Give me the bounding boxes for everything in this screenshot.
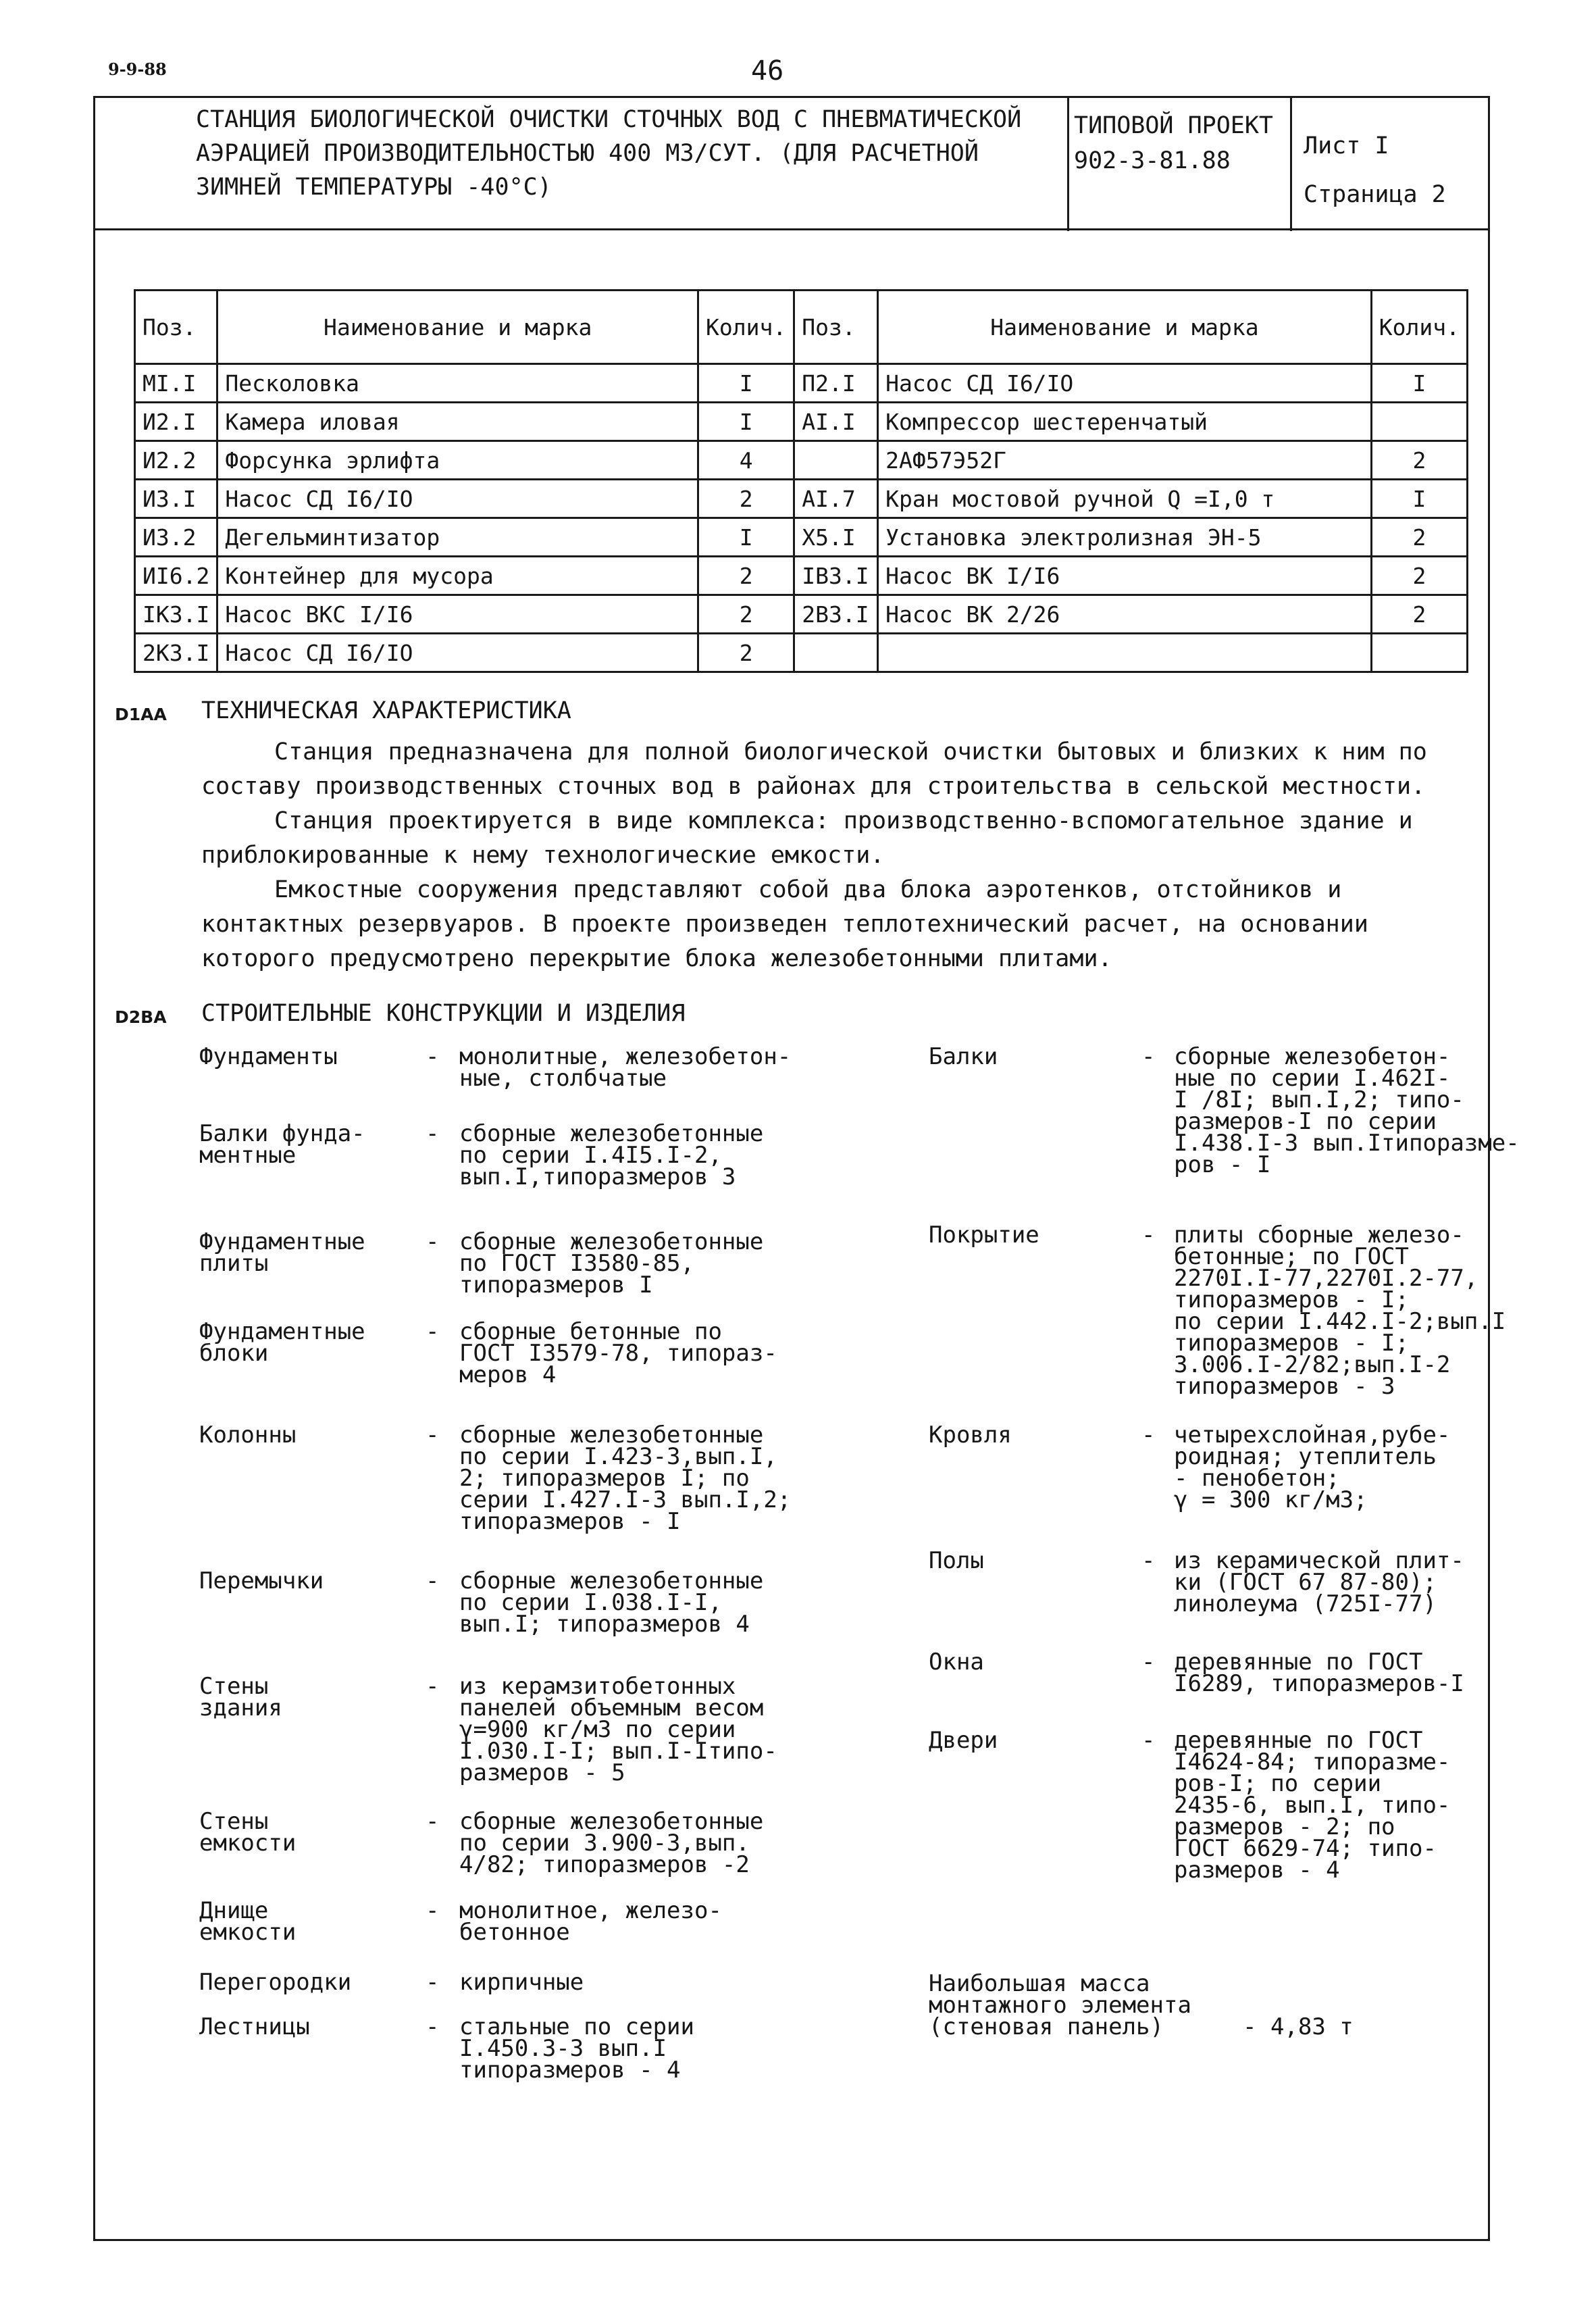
spec-dash: -: [1141, 1422, 1156, 1449]
table-cell: Компрессор шестеренчатый: [878, 403, 1372, 441]
document-title: [196, 103, 1060, 204]
project-cell: [1074, 108, 1273, 178]
column-header: Наименование и марка: [878, 291, 1372, 364]
table-cell: IВ3.I: [794, 557, 878, 595]
spec-value: сборные железобетонные по серии I.423-3,вып.I, 2; типоразмеров I; по серии I.427.I-3 вып.I,2; типоразмеров - I: [459, 1422, 792, 1535]
spec-label: Балки фунда- ментные: [199, 1120, 365, 1169]
page-number: 46: [751, 55, 784, 86]
spec-dash: -: [1141, 1727, 1156, 1754]
title-divider: [1067, 96, 1069, 231]
table-cell: 2К3.I: [135, 634, 217, 672]
table-cell: I: [1371, 480, 1467, 518]
table-cell: I: [698, 403, 794, 441]
table-row: [135, 518, 1468, 557]
paragraph: Емкостные сооружения представляют собой два блока аэротенков, отстойников и контактных резервуаров. В проекте произведен теплотехнический расчет, на основании которого предусмотрено перекрытие блока железобетонными плитами.: [201, 876, 1368, 972]
column-header: Поз.: [794, 291, 878, 364]
table-cell: Форсунка эрлифта: [217, 441, 698, 480]
spec-label: Балки: [929, 1043, 998, 1070]
table-cell: [878, 634, 1372, 672]
table-cell: Контейнер для мусора: [217, 557, 698, 595]
tech-description: [201, 735, 1485, 976]
table-row: [135, 557, 1468, 595]
column-header: Колич.: [698, 291, 794, 364]
table-header-row: [135, 291, 1468, 364]
spec-dash: -: [426, 1567, 440, 1594]
column-header: Колич.: [1371, 291, 1467, 364]
column-header: Наименование и марка: [217, 291, 698, 364]
table-cell: ИI6.2: [135, 557, 217, 595]
spec-label: Днище емкости: [199, 1897, 297, 1946]
paragraph: Станция проектируется в виде комплекса: производственно-вспомогательное здание и приблокированные к нему технологические емкости.: [201, 807, 1413, 869]
table-cell: [1371, 403, 1467, 441]
spec-value: монолитное, железо- бетонное: [459, 1897, 722, 1946]
table-cell: Камера иловая: [217, 403, 698, 441]
table-cell: И3.I: [135, 480, 217, 518]
table-cell: П2.I: [794, 364, 878, 403]
table-cell: 2: [1371, 441, 1467, 480]
spec-label: Покрытие: [929, 1222, 1039, 1249]
spec-value: монолитные, железобетон- ные, столбчатые: [459, 1043, 792, 1092]
table-cell: X5.I: [794, 518, 878, 557]
table-cell: 2: [698, 595, 794, 634]
spec-dash: -: [1141, 1547, 1156, 1574]
table-cell: 2В3.I: [794, 595, 878, 634]
table-cell: [794, 441, 878, 480]
table-cell: Насос ВК 2/26: [878, 595, 1372, 634]
spec-value: сборные железобетонные по ГОСТ I3580-85, типоразмеров I: [459, 1228, 764, 1299]
table-cell: 2: [1371, 595, 1467, 634]
section-code: D2BA: [115, 1007, 167, 1027]
spec-dash: -: [426, 1120, 440, 1147]
spec-label: Стены емкости: [199, 1808, 297, 1857]
table-cell: И2.I: [135, 403, 217, 441]
table-cell: AI.I: [794, 403, 878, 441]
table-cell: Насос СД I6/IO: [878, 364, 1372, 403]
project-number: 902-3-81.88: [1074, 147, 1231, 174]
spec-dash: -: [1141, 1043, 1156, 1070]
spec-label: Фундаментные плиты: [199, 1228, 365, 1277]
table-row: [135, 634, 1468, 672]
table-cell: 2АФ57Э52Г: [878, 441, 1372, 480]
table-row: [135, 480, 1468, 518]
title-divider: [93, 228, 1490, 230]
max-mass-label: Наибольшая масса монтажного элемента (стеновая панель): [929, 1970, 1191, 2040]
spec-dash: -: [426, 2013, 440, 2040]
spec-value: кирпичные: [459, 1969, 584, 1996]
spec-value: деревянные по ГОСТ I6289, типоразмеров-I: [1174, 1649, 1464, 1697]
section-heading: ТЕХНИЧЕСКАЯ ХАРАКТЕРИСТИКА: [201, 697, 571, 724]
spec-dash: -: [426, 1228, 440, 1255]
spec-label: Полы: [929, 1547, 984, 1574]
table-cell: И3.2: [135, 518, 217, 557]
table-cell: Кран мостовой ручной Q =I,0 т: [878, 480, 1372, 518]
spec-dash: -: [426, 1897, 440, 1924]
table-cell: I: [1371, 364, 1467, 403]
spec-label: Фундаментные блоки: [199, 1318, 365, 1367]
spec-dash: -: [426, 1808, 440, 1835]
table-cell: 2: [698, 480, 794, 518]
table-cell: [1371, 634, 1467, 672]
spec-value: сборные бетонные по ГОСТ I3579-78, типораз- меров 4: [459, 1318, 777, 1388]
spec-dash: -: [1141, 1222, 1156, 1249]
table-cell: Дегельминтизатор: [217, 518, 698, 557]
spec-value: сборные железобетонные по серии I.038.I-I, вып.I; типоразмеров 4: [459, 1567, 764, 1638]
title-line: СТАНЦИЯ БИОЛОГИЧЕСКОЙ ОЧИСТКИ СТОЧНЫХ ВОД С ПНЕВМАТИЧЕСКОЙ: [196, 106, 1022, 133]
spec-value: четырехслойная,рубе- роидная; утеплитель - пенобетон; γ = 300 кг/м3;: [1174, 1422, 1451, 1513]
table-row: [135, 403, 1468, 441]
table-cell: 2: [1371, 557, 1467, 595]
spec-label: Колонны: [199, 1422, 297, 1449]
table-cell: I: [698, 364, 794, 403]
title-line: ЗИМНЕЙ ТЕМПЕРАТУРЫ -40°С): [196, 174, 552, 201]
table-cell: Установка электролизная ЭН-5: [878, 518, 1372, 557]
table-row: [135, 441, 1468, 480]
spec-label: Стены здания: [199, 1673, 282, 1721]
table-cell: Насос ВК I/I6: [878, 557, 1372, 595]
spec-dash: -: [426, 1673, 440, 1700]
spec-value: плиты сборные железо- бетонные; по ГОСТ 2270I.I-77,2270I.2-77, типоразмеров - I; по серии I.442.I-2;вып.I типоразмеров - I; 3.006.I-2/82;вып.I-2 типоразмеров - 3: [1174, 1222, 1506, 1400]
table-cell: И2.2: [135, 441, 217, 480]
title-divider: [1290, 96, 1292, 231]
spec-label: Кровля: [929, 1422, 1012, 1449]
table-row: [135, 595, 1468, 634]
spec-value: из керамической плит- ки (ГОСТ 67 87-80); линолеума (725I-77): [1174, 1547, 1464, 1617]
table-cell: AI.7: [794, 480, 878, 518]
title-line: АЭРАЦИЕЙ ПРОИЗВОДИТЕЛЬНОСТЬЮ 400 М3/СУТ. (ДЛЯ РАСЧЕТНОЙ: [196, 140, 979, 167]
spec-label: Фундаменты: [199, 1043, 338, 1070]
spec-label: Перемычки: [199, 1567, 324, 1594]
spec-value: деревянные по ГОСТ I4624-84; типоразме- ров-I; по серии 2435-6, вып.I, типо- размеров - 2; по ГОСТ 6629-74; типо- размеров - 4: [1174, 1727, 1451, 1884]
spec-dash: -: [426, 1422, 440, 1449]
spec-value: сборные железобетонные по серии I.4I5.I-2, вып.I,типоразмеров 3: [459, 1120, 764, 1190]
spec-value: из керамзитобетонных панелей объемным весом γ=900 кг/м3 по серии I.030.I-I; вып.I-Iтипо- размеров - 5: [459, 1673, 777, 1786]
table-cell: 4: [698, 441, 794, 480]
sheet-page: Страница 2: [1304, 181, 1446, 208]
spec-dash: -: [426, 1318, 440, 1345]
section-code: D1AA: [115, 705, 167, 724]
table-cell: Насос СД I6/IO: [217, 480, 698, 518]
max-mass-value: - 4,83 т: [1243, 2013, 1354, 2040]
table-cell: [794, 634, 878, 672]
table-cell: 2: [698, 634, 794, 672]
spec-label: Окна: [929, 1649, 984, 1676]
spec-label: Двери: [929, 1727, 998, 1754]
section-heading: СТРОИТЕЛЬНЫЕ КОНСТРУКЦИИ И ИЗДЕЛИЯ: [201, 1000, 686, 1027]
table-cell: I: [698, 518, 794, 557]
table-cell: Насос ВКС I/I6: [217, 595, 698, 634]
spec-value: сборные железобетон- ные по серии I.462I- I /8I; вып.I,2; типо- размеров-I по серии I.438.I-3 вып.Iтипоразме- ров - I: [1174, 1043, 1520, 1178]
table-cell: 2: [698, 557, 794, 595]
sheet-cell: [1304, 122, 1446, 219]
spec-label: Лестницы: [199, 2013, 310, 2040]
table-cell: Насос СД I6/IO: [217, 634, 698, 672]
column-header: Поз.: [135, 291, 217, 364]
spec-dash: -: [426, 1043, 440, 1070]
spec-value: сборные железобетонные по серии 3.900-3,вып. 4/82; типоразмеров -2: [459, 1808, 764, 1878]
table-cell: 2: [1371, 518, 1467, 557]
equipment-table: [134, 289, 1468, 673]
spec-dash: -: [426, 1969, 440, 1996]
document-date: 9-9-88: [108, 59, 167, 79]
table-cell: IК3.I: [135, 595, 217, 634]
spec-label: Перегородки: [199, 1969, 352, 1996]
spec-dash: -: [1141, 1649, 1156, 1676]
paragraph: Станция предназначена для полной биологической очистки бытовых и близких к ним по составу производственных сточных вод в районах для строительства в сельской местности.: [201, 738, 1427, 800]
project-label: ТИПОВОЙ ПРОЕКТ: [1074, 112, 1274, 139]
sheet-number: Лист I: [1304, 132, 1389, 159]
table-row: [135, 364, 1468, 403]
spec-value: стальные по серии I.450.3-3 вып.I типоразмеров - 4: [459, 2013, 694, 2084]
table-cell: MI.I: [135, 364, 217, 403]
table-cell: Песколовка: [217, 364, 698, 403]
